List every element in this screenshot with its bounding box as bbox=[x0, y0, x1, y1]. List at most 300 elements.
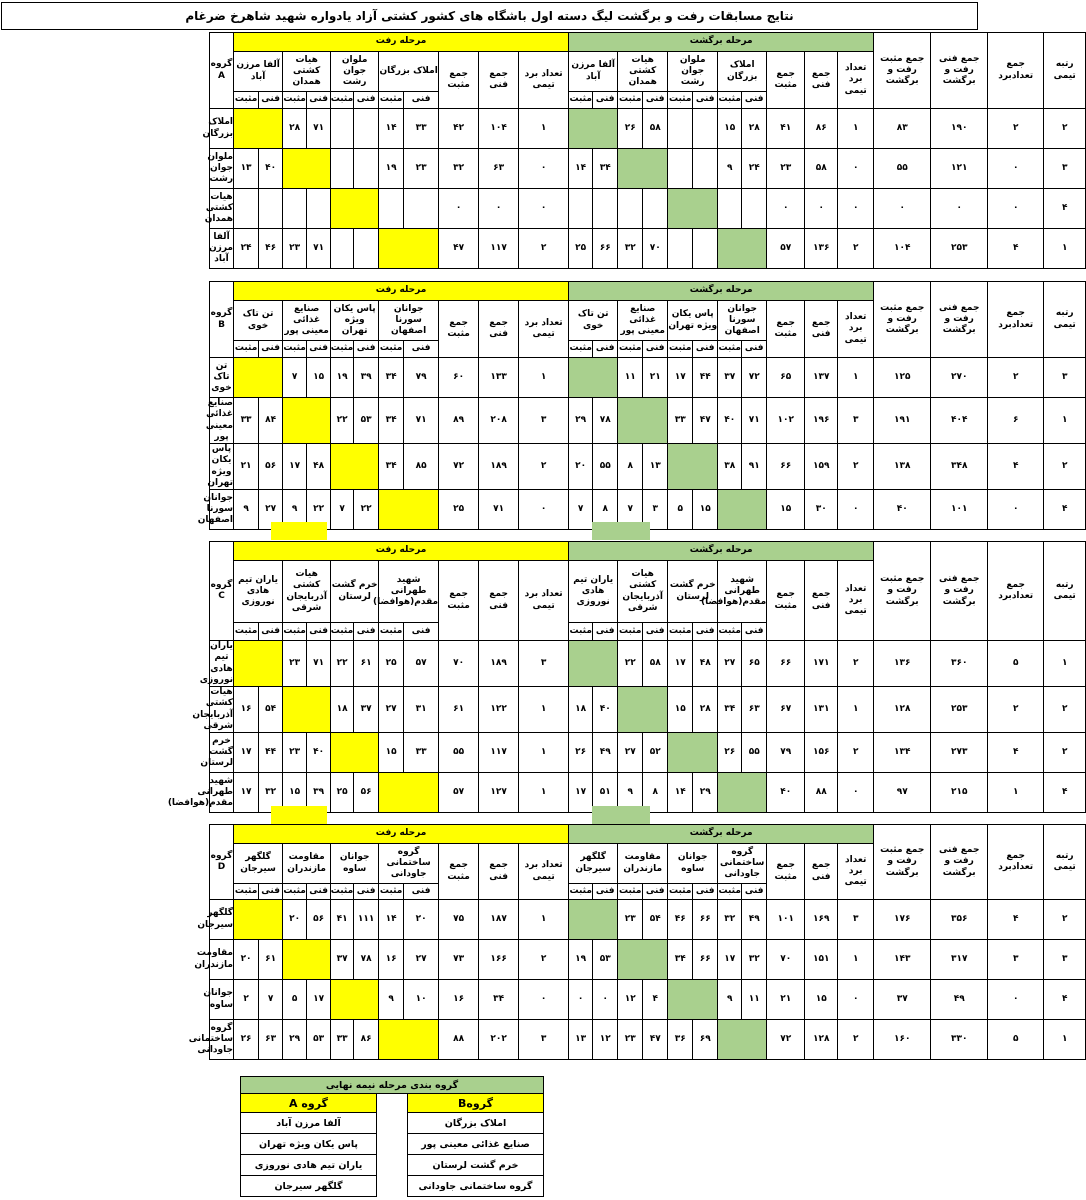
pos-cell: ۳۳ bbox=[668, 398, 693, 444]
tech-cell: ۴۹ bbox=[742, 900, 767, 940]
sum-tech-cell: ۲۰۲ bbox=[479, 1020, 519, 1060]
self-match-cell bbox=[283, 398, 331, 444]
total-wins-cell: ۴ bbox=[988, 733, 1044, 773]
first-phase-header: مرحله رفت bbox=[234, 282, 569, 301]
tech-cell: ۶۵ bbox=[742, 641, 767, 687]
tech-cell: ۶۳ bbox=[259, 1020, 283, 1060]
wins-cell: ۲ bbox=[838, 641, 874, 687]
table-row bbox=[2, 687, 1086, 733]
self-match-cell bbox=[569, 641, 618, 687]
self-match-cell bbox=[618, 687, 668, 733]
sum-pos-header: جمع مثبت bbox=[767, 561, 805, 641]
pos-header: مثبت bbox=[718, 341, 742, 358]
opponent-header: شهید طهرانی مقدم(هوافضا) bbox=[718, 561, 767, 623]
total-tech-cell: ۴۹ bbox=[931, 980, 988, 1020]
total-wins-cell: ۴ bbox=[988, 444, 1044, 490]
self-match-cell bbox=[718, 1020, 767, 1060]
tech-cell: ۵۵ bbox=[742, 733, 767, 773]
total-tech-cell: ۲۵۳ bbox=[931, 229, 988, 269]
total-pos-cell: ۱۳۸ bbox=[874, 444, 931, 490]
self-match-cell bbox=[668, 444, 718, 490]
pos-header: مثبت bbox=[234, 341, 259, 358]
table-row bbox=[2, 940, 1086, 980]
tech-cell: ۵۳ bbox=[593, 940, 618, 980]
pos-header: مثبت bbox=[569, 623, 593, 641]
sum-pos-cell: ۷۹ bbox=[767, 733, 805, 773]
pos-header: مثبت bbox=[668, 884, 693, 900]
tech-cell: ۲۸ bbox=[742, 109, 767, 149]
self-match-cell bbox=[668, 980, 718, 1020]
tech-cell: ۷۱ bbox=[307, 229, 331, 269]
tech-cell bbox=[693, 229, 718, 269]
tech-cell: ۱۰ bbox=[404, 980, 439, 1020]
total-wins-header: جمع تعدادبرد bbox=[988, 33, 1044, 109]
opponent-header: گروه ساختمانی جاودانی bbox=[718, 844, 767, 884]
self-match-cell bbox=[668, 733, 718, 773]
tech-cell: ۷۱ bbox=[742, 398, 767, 444]
opponent-header: جوانان ساوه bbox=[331, 844, 379, 884]
first-phase-header: مرحله رفت bbox=[234, 33, 569, 52]
sum-pos-header: جمع مثبت bbox=[439, 52, 479, 109]
pos-cell bbox=[668, 109, 693, 149]
opponent-header: پاس یکان ویژه تهران bbox=[668, 301, 718, 341]
self-match-cell bbox=[618, 149, 668, 189]
tech-cell: ۵۱ bbox=[593, 773, 618, 813]
tech-cell: ۰ bbox=[593, 980, 618, 1020]
tech-cell: ۶۳ bbox=[742, 687, 767, 733]
opponent-header: شهید طهرانی مقدم(هوافضا) bbox=[379, 561, 439, 623]
wins-cell: ۲ bbox=[838, 1020, 874, 1060]
total-tech-cell: ۴۰۴ bbox=[931, 398, 988, 444]
tech-cell: ۴۸ bbox=[307, 444, 331, 490]
pos-cell: ۳۴ bbox=[379, 444, 404, 490]
opponent-header: یاران تیم هادی نوروزی bbox=[234, 561, 283, 623]
tech-cell: ۴۶ bbox=[259, 229, 283, 269]
pos-cell: ۴۰ bbox=[718, 398, 742, 444]
pos-cell: ۱۵ bbox=[718, 109, 742, 149]
semifinal-group-a-title: گروه A bbox=[241, 1094, 377, 1113]
tech-cell: ۴۷ bbox=[693, 398, 718, 444]
wins-cell: ۱ bbox=[519, 773, 569, 813]
pos-cell: ۴۶ bbox=[668, 900, 693, 940]
pos-cell: ۴۱ bbox=[331, 900, 354, 940]
total-tech-cell: ۳۱۷ bbox=[931, 940, 988, 980]
wins-cell: ۰ bbox=[519, 149, 569, 189]
tech-cell: ۸۵ bbox=[404, 444, 439, 490]
rank-cell: ۱ bbox=[1044, 1020, 1086, 1060]
tech-cell: ۵۶ bbox=[354, 773, 379, 813]
pos-cell: ۷ bbox=[283, 358, 307, 398]
wins-cell: ۳ bbox=[519, 641, 569, 687]
tech-cell: ۴۸ bbox=[693, 641, 718, 687]
semifinal-team: گروه ساختمانی جاودانی bbox=[408, 1176, 544, 1197]
tech-cell: ۵۶ bbox=[259, 444, 283, 490]
total-wins-header: جمع تعدادبرد bbox=[988, 282, 1044, 358]
pos-cell: ۳۲ bbox=[718, 900, 742, 940]
sum-pos-cell: ۳۲ bbox=[439, 149, 479, 189]
return-phase-header: مرحله برگشت bbox=[569, 825, 874, 844]
tech-cell: ۵۳ bbox=[307, 1020, 331, 1060]
wins-cell: ۰ bbox=[519, 189, 569, 229]
wins-cell: ۰ bbox=[838, 980, 874, 1020]
pos-cell: ۹ bbox=[718, 149, 742, 189]
pos-cell: ۳۷ bbox=[331, 940, 354, 980]
rank-cell: ۴ bbox=[1044, 773, 1086, 813]
sum-tech-cell: ۱۸۷ bbox=[479, 900, 519, 940]
rank-cell: ۲ bbox=[1044, 109, 1086, 149]
pos-header: مثبت bbox=[668, 623, 693, 641]
pos-cell: ۲۹ bbox=[283, 1020, 307, 1060]
opponent-header: هیات کشتی آذربایجان شرقی bbox=[618, 561, 668, 623]
sum-pos-cell: ۰ bbox=[767, 189, 805, 229]
opponent-header: یاران تیم هادی نوروزی bbox=[569, 561, 618, 623]
semifinal-title: گروه بندی مرحله نیمه نهایی bbox=[241, 1077, 544, 1094]
tech-cell: ۳۴ bbox=[593, 149, 618, 189]
pos-cell bbox=[668, 149, 693, 189]
rank-cell: ۴ bbox=[1044, 189, 1086, 229]
wins-cell: ۱ bbox=[838, 358, 874, 398]
wins-cell: ۱ bbox=[838, 687, 874, 733]
total-tech-header: جمع فنی رفت و برگشت bbox=[931, 542, 988, 641]
total-tech-cell: ۲۵۳ bbox=[931, 687, 988, 733]
tech-header: فنی bbox=[693, 341, 718, 358]
opponent-header: املاک بزرگان bbox=[379, 52, 439, 92]
pos-cell bbox=[379, 189, 404, 229]
sum-tech-header: جمع فنی bbox=[805, 52, 838, 109]
pos-cell: ۱۵ bbox=[283, 773, 307, 813]
pos-cell: ۳۴ bbox=[379, 398, 404, 444]
tech-cell bbox=[693, 149, 718, 189]
wins-header: تعداد برد تیمی bbox=[519, 301, 569, 358]
pos-header: مثبت bbox=[718, 884, 742, 900]
total-pos-cell: ۱۰۴ bbox=[874, 229, 931, 269]
rank-cell: ۴ bbox=[1044, 490, 1086, 530]
rank-header: رتبه تیمی bbox=[1044, 542, 1086, 641]
tech-header: فنی bbox=[593, 884, 618, 900]
wins-cell: ۰ bbox=[838, 189, 874, 229]
wins-cell: ۳ bbox=[519, 1020, 569, 1060]
total-wins-cell: ۲ bbox=[988, 687, 1044, 733]
pos-header: مثبت bbox=[379, 341, 404, 358]
sum-tech-cell: ۰ bbox=[479, 189, 519, 229]
sum-tech-cell: ۱۷۱ bbox=[805, 641, 838, 687]
pos-header: مثبت bbox=[618, 341, 643, 358]
group-title: گروه D bbox=[210, 825, 234, 900]
first-phase-header: مرحله رفت bbox=[234, 825, 569, 844]
tech-header: فنی bbox=[404, 341, 439, 358]
tech-cell: ۵۲ bbox=[643, 733, 668, 773]
rank-cell: ۳ bbox=[1044, 149, 1086, 189]
pos-cell: ۲۷ bbox=[618, 733, 643, 773]
tech-header: فنی bbox=[593, 92, 618, 109]
sum-pos-cell: ۷۰ bbox=[439, 641, 479, 687]
tech-header: فنی bbox=[643, 92, 668, 109]
table-row bbox=[2, 189, 1086, 229]
wins-cell: ۱ bbox=[519, 733, 569, 773]
sum-tech-cell: ۱۳۶ bbox=[805, 229, 838, 269]
tech-cell: ۱۷ bbox=[307, 980, 331, 1020]
pos-cell: ۳۲ bbox=[618, 229, 643, 269]
tech-header: فنی bbox=[404, 623, 439, 641]
total-tech-header: جمع فنی رفت و برگشت bbox=[931, 825, 988, 900]
pos-cell: ۱۸ bbox=[569, 687, 593, 733]
sum-tech-cell: ۸۸ bbox=[805, 773, 838, 813]
pos-cell: ۲۰ bbox=[283, 900, 307, 940]
tech-header: فنی bbox=[307, 623, 331, 641]
opponent-header: هیات کشتی همدان bbox=[283, 52, 331, 92]
total-pos-cell: ۱۴۳ bbox=[874, 940, 931, 980]
total-wins-cell: ۴ bbox=[988, 900, 1044, 940]
pos-header: مثبت bbox=[283, 341, 307, 358]
tech-cell bbox=[404, 189, 439, 229]
tech-cell: ۸۶ bbox=[354, 1020, 379, 1060]
self-match-cell bbox=[668, 189, 718, 229]
wins-cell: ۲ bbox=[519, 444, 569, 490]
sum-tech-header: جمع فنی bbox=[479, 561, 519, 641]
tech-header: فنی bbox=[259, 623, 283, 641]
tech-cell: ۷۸ bbox=[354, 940, 379, 980]
tech-cell bbox=[643, 189, 668, 229]
pos-header: مثبت bbox=[234, 884, 259, 900]
rank-header: رتبه تیمی bbox=[1044, 33, 1086, 109]
pos-cell: ۲۶ bbox=[234, 1020, 259, 1060]
tech-cell: ۲۲ bbox=[307, 490, 331, 530]
sum-pos-header: جمع مثبت bbox=[439, 301, 479, 358]
sum-tech-cell: ۳۴ bbox=[479, 980, 519, 1020]
pos-header: مثبت bbox=[569, 884, 593, 900]
pos-header: مثبت bbox=[331, 92, 354, 109]
sum-tech-header: جمع فنی bbox=[479, 844, 519, 900]
self-match-cell bbox=[569, 358, 618, 398]
pos-cell: ۲۳ bbox=[618, 1020, 643, 1060]
pos-header: مثبت bbox=[283, 92, 307, 109]
pos-cell: ۱۷ bbox=[668, 641, 693, 687]
tech-cell bbox=[307, 189, 331, 229]
tech-cell: ۴۴ bbox=[693, 358, 718, 398]
self-match-cell bbox=[283, 940, 331, 980]
table-row bbox=[2, 444, 1086, 490]
rank-cell: ۲ bbox=[1044, 444, 1086, 490]
team-name: جوانان سورنا اصفهان bbox=[210, 490, 234, 530]
total-wins-cell: ۰ bbox=[988, 149, 1044, 189]
tech-cell: ۷۱ bbox=[307, 109, 331, 149]
self-match-cell bbox=[234, 900, 283, 940]
pos-header: مثبت bbox=[718, 92, 742, 109]
opponent-header: گلگهر سیرجان bbox=[234, 844, 283, 884]
tech-cell bbox=[693, 109, 718, 149]
sum-tech-cell: ۱۸۹ bbox=[479, 444, 519, 490]
tech-cell: ۴۰ bbox=[259, 149, 283, 189]
sum-tech-header: جمع فنی bbox=[805, 844, 838, 900]
pos-cell: ۳۷ bbox=[718, 358, 742, 398]
tech-cell: ۲۹ bbox=[693, 773, 718, 813]
team-name: گلگهر سیرجان bbox=[210, 900, 234, 940]
tech-cell: ۴ bbox=[643, 980, 668, 1020]
pos-header: مثبت bbox=[618, 92, 643, 109]
pos-cell: ۱۴ bbox=[379, 109, 404, 149]
total-tech-cell: ۳۴۸ bbox=[931, 444, 988, 490]
tech-cell: ۱۳ bbox=[643, 444, 668, 490]
tech-cell bbox=[742, 189, 767, 229]
semifinal-team: خرم گشت لرستان bbox=[408, 1155, 544, 1176]
pos-cell: ۹ bbox=[283, 490, 307, 530]
sum-pos-cell: ۲۳ bbox=[767, 149, 805, 189]
sum-tech-cell: ۶۳ bbox=[479, 149, 519, 189]
tech-cell bbox=[354, 229, 379, 269]
table-row bbox=[2, 358, 1086, 398]
opponent-header: جوانان سورنا اصفهان bbox=[379, 301, 439, 341]
sum-tech-cell: ۱۵۶ bbox=[805, 733, 838, 773]
tech-cell: ۷۱ bbox=[404, 398, 439, 444]
tech-cell: ۱۱ bbox=[742, 980, 767, 1020]
group-table bbox=[1, 541, 1086, 813]
pos-cell: ۲۴ bbox=[234, 229, 259, 269]
pos-cell: ۹ bbox=[379, 980, 404, 1020]
total-tech-cell: ۳۳۰ bbox=[931, 1020, 988, 1060]
pos-cell: ۲۲ bbox=[618, 641, 643, 687]
tech-header: فنی bbox=[593, 623, 618, 641]
group-table bbox=[1, 281, 1086, 530]
pos-header: مثبت bbox=[234, 92, 259, 109]
total-wins-cell: ۵ bbox=[988, 1020, 1044, 1060]
pos-cell: ۱۱ bbox=[618, 358, 643, 398]
total-pos-header: جمع مثبت رفت و برگشت bbox=[874, 33, 931, 109]
tech-cell: ۷۱ bbox=[307, 641, 331, 687]
sum-tech-cell: ۰ bbox=[805, 189, 838, 229]
team-name: شهید طهرانی مقدم(هوافضا) bbox=[210, 773, 234, 813]
tech-header: فنی bbox=[693, 92, 718, 109]
table-row bbox=[2, 109, 1086, 149]
tech-cell: ۱۵ bbox=[307, 358, 331, 398]
self-match-cell bbox=[234, 358, 283, 398]
tech-header: فنی bbox=[259, 92, 283, 109]
total-pos-cell: ۱۲۵ bbox=[874, 358, 931, 398]
return-phase-header: مرحله برگشت bbox=[569, 282, 874, 301]
total-wins-cell: ۰ bbox=[988, 980, 1044, 1020]
wins-cell: ۲ bbox=[838, 444, 874, 490]
pos-cell: ۱۷ bbox=[718, 940, 742, 980]
self-match-cell bbox=[283, 687, 331, 733]
wins-cell: ۱ bbox=[519, 109, 569, 149]
tech-header: فنی bbox=[354, 884, 379, 900]
tech-cell: ۳۲ bbox=[742, 940, 767, 980]
total-wins-cell: ۶ bbox=[988, 398, 1044, 444]
total-tech-cell: ۱۰۱ bbox=[931, 490, 988, 530]
group-connector bbox=[592, 522, 650, 540]
wins-cell: ۰ bbox=[838, 149, 874, 189]
tech-cell: ۴۹ bbox=[593, 733, 618, 773]
pos-header: مثبت bbox=[618, 884, 643, 900]
rank-header: رتبه تیمی bbox=[1044, 825, 1086, 900]
sum-tech-cell: ۳۰ bbox=[805, 490, 838, 530]
tech-cell: ۲۴ bbox=[742, 149, 767, 189]
total-pos-cell: ۹۷ bbox=[874, 773, 931, 813]
pos-header: مثبت bbox=[569, 341, 593, 358]
tech-cell: ۲۲ bbox=[354, 490, 379, 530]
tech-cell: ۲۱ bbox=[643, 358, 668, 398]
pos-cell: ۳۳ bbox=[331, 1020, 354, 1060]
sum-pos-cell: ۴۲ bbox=[439, 109, 479, 149]
team-name: املاک بزرگان bbox=[210, 109, 234, 149]
tech-cell: ۴۴ bbox=[259, 733, 283, 773]
semifinal-team: پاس یکان ویژه تهران bbox=[241, 1134, 377, 1155]
tech-cell: ۱۱۱ bbox=[354, 900, 379, 940]
tech-header: فنی bbox=[643, 341, 668, 358]
pos-cell: ۳۸ bbox=[718, 444, 742, 490]
sum-pos-cell: ۱۰۱ bbox=[767, 900, 805, 940]
semifinal-team: املاک بزرگان bbox=[408, 1113, 544, 1134]
tech-header: فنی bbox=[307, 341, 331, 358]
wins-cell: ۲ bbox=[519, 940, 569, 980]
wins-cell: ۱ bbox=[519, 900, 569, 940]
tech-cell: ۲۰ bbox=[404, 900, 439, 940]
sum-pos-cell: ۷۲ bbox=[439, 444, 479, 490]
sum-tech-cell: ۱۶۹ bbox=[805, 900, 838, 940]
pos-header: مثبت bbox=[331, 341, 354, 358]
self-match-cell bbox=[569, 900, 618, 940]
self-match-cell bbox=[718, 490, 767, 530]
sum-tech-header: جمع فنی bbox=[805, 561, 838, 641]
total-pos-cell: ۱۶۰ bbox=[874, 1020, 931, 1060]
tech-header: فنی bbox=[259, 341, 283, 358]
tech-cell: ۳۳ bbox=[404, 109, 439, 149]
sum-pos-cell: ۸۸ bbox=[439, 1020, 479, 1060]
total-wins-cell: ۵ bbox=[988, 641, 1044, 687]
team-name: گروه ساختمانی جاودانی bbox=[210, 1020, 234, 1060]
self-match-cell bbox=[331, 444, 379, 490]
sum-tech-cell: ۱۶۶ bbox=[479, 940, 519, 980]
group-title: گروه C bbox=[210, 542, 234, 641]
tech-cell: ۶۱ bbox=[259, 940, 283, 980]
sum-tech-cell: ۱۳۳ bbox=[479, 358, 519, 398]
pos-cell: ۲۳ bbox=[283, 229, 307, 269]
pos-header: مثبت bbox=[379, 884, 404, 900]
group-connector bbox=[271, 522, 327, 540]
wins-cell: ۲ bbox=[519, 229, 569, 269]
total-wins-cell: ۲ bbox=[988, 358, 1044, 398]
sum-pos-cell: ۵۷ bbox=[767, 229, 805, 269]
pos-cell: ۲۵ bbox=[569, 229, 593, 269]
total-wins-header: جمع تعدادبرد bbox=[988, 825, 1044, 900]
pos-cell: ۰ bbox=[569, 980, 593, 1020]
pos-cell: ۱۸ bbox=[331, 687, 354, 733]
pos-cell: ۲ bbox=[234, 980, 259, 1020]
sum-tech-header: جمع فنی bbox=[479, 52, 519, 109]
tech-cell: ۱۲ bbox=[593, 1020, 618, 1060]
self-match-cell bbox=[331, 980, 379, 1020]
pos-header: مثبت bbox=[668, 92, 693, 109]
tech-cell: ۷۲ bbox=[742, 358, 767, 398]
total-pos-header: جمع مثبت رفت و برگشت bbox=[874, 825, 931, 900]
pos-cell: ۱۹ bbox=[379, 149, 404, 189]
tech-cell: ۵۵ bbox=[593, 444, 618, 490]
total-wins-cell: ۴ bbox=[988, 229, 1044, 269]
total-tech-cell: ۰ bbox=[931, 189, 988, 229]
wins-cell: ۳ bbox=[519, 398, 569, 444]
pos-cell: ۲۲ bbox=[331, 398, 354, 444]
sum-tech-cell: ۱۳۷ bbox=[805, 358, 838, 398]
tech-cell: ۴۷ bbox=[643, 1020, 668, 1060]
tech-header: فنی bbox=[742, 92, 767, 109]
opponent-header: املاک بزرگان bbox=[718, 52, 767, 92]
total-tech-cell: ۱۲۱ bbox=[931, 149, 988, 189]
wins-cell: ۳ bbox=[838, 398, 874, 444]
pos-cell bbox=[668, 229, 693, 269]
wins-header: تعداد برد تیمی bbox=[519, 844, 569, 900]
pos-cell: ۹ bbox=[618, 773, 643, 813]
pos-cell: ۱۷ bbox=[668, 358, 693, 398]
pos-cell: ۹ bbox=[234, 490, 259, 530]
